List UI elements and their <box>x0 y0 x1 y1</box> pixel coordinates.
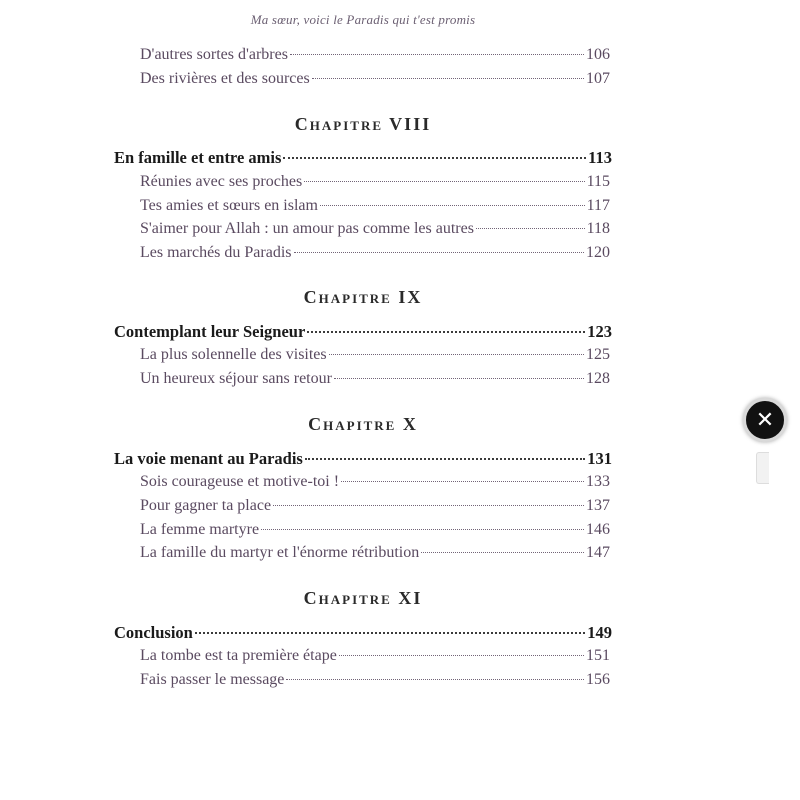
chapter-heading: Chapitre XI <box>303 588 423 608</box>
toc-entry-label: Un heureux séjour sans retour <box>140 370 332 387</box>
toc-section-label: La voie menant au Paradis <box>114 449 303 468</box>
toc-entry-page: 117 <box>586 197 610 214</box>
toc-entry-label: Sois courageuse et motive-toi ! <box>140 473 340 490</box>
toc-section <box>114 148 612 168</box>
toc-section-label: Conclusion <box>114 623 193 642</box>
toc-entry <box>140 497 610 515</box>
dot-leader <box>421 552 584 553</box>
toc-entry-page: 115 <box>586 173 610 190</box>
dot-leader <box>283 157 586 159</box>
toc-entry-page: 146 <box>586 521 610 538</box>
dot-leader <box>307 331 585 333</box>
dot-leader <box>320 205 585 206</box>
toc-entry <box>140 671 610 689</box>
toc-entry-page: 151 <box>586 647 610 664</box>
toc-section-page: 131 <box>587 449 612 468</box>
toc-entry <box>140 173 610 191</box>
dot-leader <box>273 505 584 506</box>
toc-entry-page: 147 <box>586 544 610 561</box>
close-icon: ✕ <box>755 407 775 433</box>
chapter-heading: Chapitre X <box>308 414 418 434</box>
dot-leader <box>334 378 584 379</box>
toc-entry-label: La tombe est ta première étape <box>140 647 337 664</box>
dot-leader <box>329 354 584 355</box>
close-button[interactable] <box>743 398 787 442</box>
toc-entry <box>140 46 610 64</box>
toc-entry <box>140 544 610 562</box>
toc-section-page: 123 <box>587 322 612 341</box>
toc-entry-page: 133 <box>586 473 610 490</box>
side-scroll-tab[interactable] <box>756 452 769 484</box>
toc-entry-page: 137 <box>586 497 610 514</box>
toc-entry-page: 128 <box>586 370 610 387</box>
toc-entry <box>140 70 610 88</box>
toc-entry <box>140 647 610 665</box>
toc-entry-page: 120 <box>586 244 610 261</box>
toc-entry-label: Pour gagner ta place <box>140 497 272 514</box>
dot-leader <box>294 252 584 253</box>
toc-entry-label: Les marchés du Paradis <box>140 244 292 261</box>
dot-leader <box>261 529 584 530</box>
toc-entry-label: La femme martyre <box>140 521 260 538</box>
dot-leader <box>290 54 584 55</box>
running-head: Ma sœur, voici le Paradis qui t'est promis <box>250 12 476 27</box>
toc-entry-page: 107 <box>586 70 610 87</box>
toc-entry-label: Tes amies et sœurs en islam <box>140 197 318 214</box>
toc-entry-label: La plus solennelle des visites <box>140 346 327 363</box>
dot-leader <box>312 78 584 79</box>
toc-entry <box>140 197 610 215</box>
toc-entry-page: 118 <box>586 220 610 237</box>
toc-section <box>114 322 612 342</box>
dot-leader <box>286 679 584 680</box>
toc-entry-page: 156 <box>586 671 610 688</box>
toc-entry-page: 106 <box>586 46 610 63</box>
toc-entry <box>140 346 610 364</box>
toc-entry-label: D'autres sortes d'arbres <box>140 46 288 63</box>
dot-leader <box>304 181 584 182</box>
toc-section-label: En famille et entre amis <box>114 148 282 167</box>
toc-section-page: 149 <box>587 623 612 642</box>
toc-entry-label: La famille du martyr et l'énorme rétribution <box>140 544 420 561</box>
toc-entry-page: 125 <box>586 346 610 363</box>
toc-entry-label: Réunies avec ses proches <box>140 173 303 190</box>
toc-section <box>114 449 612 469</box>
dot-leader <box>341 481 584 482</box>
toc-entry <box>140 521 610 539</box>
toc-entry <box>140 220 610 238</box>
toc-entry-label: Des rivières et des sources <box>140 70 310 87</box>
toc-entry <box>140 244 610 262</box>
dot-leader <box>339 655 584 656</box>
toc-entry-label: S'aimer pour Allah : un amour pas comme les autres <box>140 220 474 237</box>
toc-section <box>114 623 612 643</box>
toc-entry <box>140 370 610 388</box>
dot-leader <box>476 228 585 229</box>
chapter-heading: Chapitre VIII <box>294 114 432 134</box>
toc-section-page: 113 <box>588 148 612 167</box>
chapter-heading: Chapitre IX <box>303 287 423 307</box>
dot-leader <box>195 632 585 634</box>
dot-leader <box>305 458 585 460</box>
toc-entry <box>140 473 610 491</box>
toc-entry-label: Fais passer le message <box>140 671 285 688</box>
toc-section-label: Contemplant leur Seigneur <box>114 322 306 341</box>
